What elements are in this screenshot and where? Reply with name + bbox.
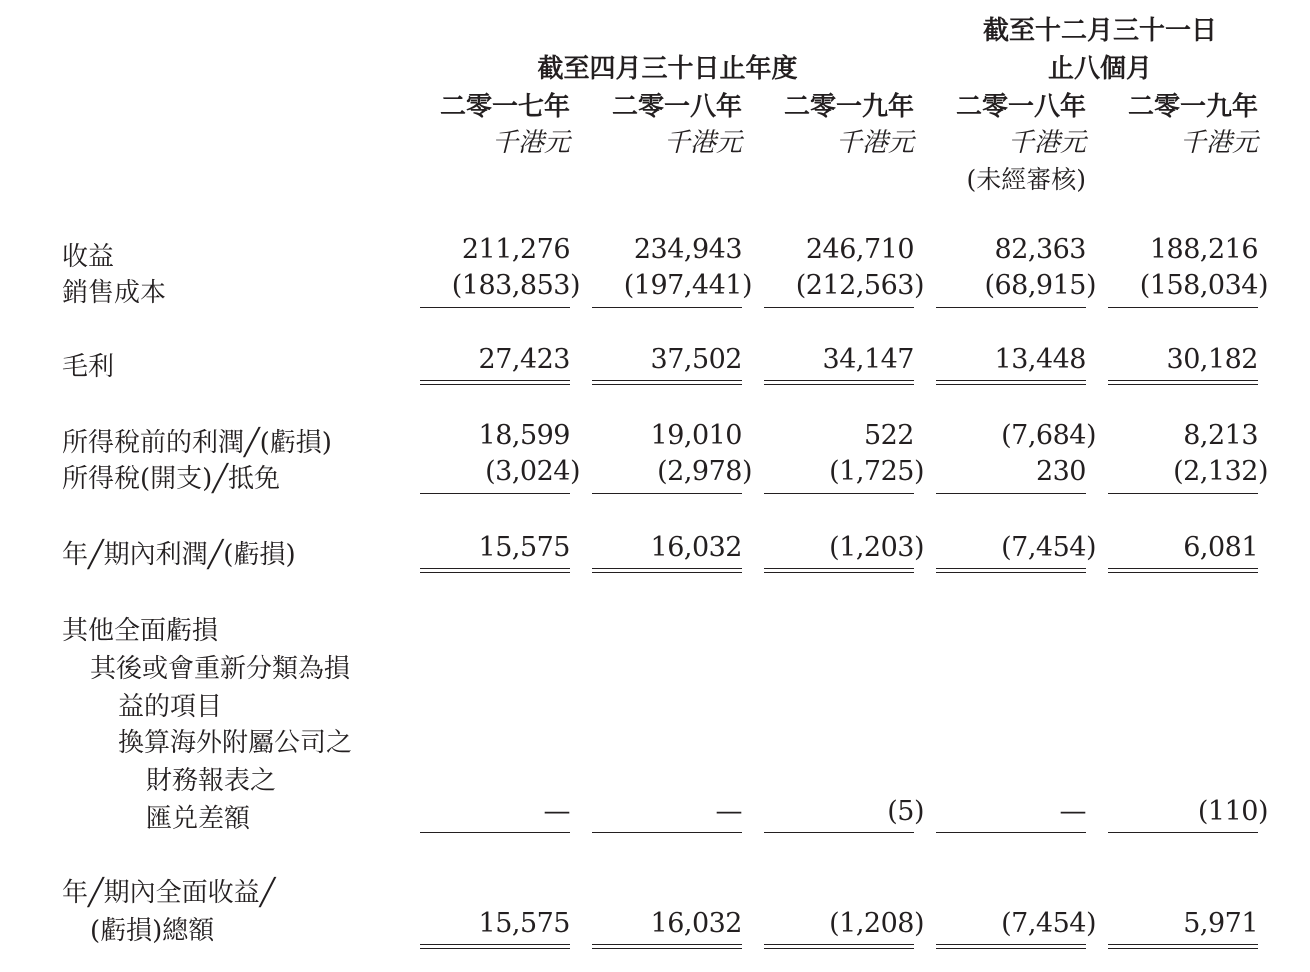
cell-pbt-col2: 19,010 <box>650 420 742 451</box>
cell-pbt-col5: 8,213 <box>1183 420 1258 451</box>
rule-single-tax-col2 <box>592 493 742 494</box>
rule-single-tax-col3 <box>764 493 914 494</box>
row-label-oci-line1: 其他全面虧損 <box>62 616 219 646</box>
rule-single-exchange-col1 <box>420 832 570 833</box>
rule-double-profit-col2 <box>592 568 742 573</box>
rule-single-cost-col5 <box>1108 307 1258 308</box>
cell-tax-col2: (2,978) <box>657 456 752 487</box>
row-label-gross-profit: 毛利 <box>62 352 115 382</box>
header-year-col3: 二零一九年 <box>783 92 914 122</box>
rule-double-total-col2 <box>592 944 742 949</box>
cell-total-col4: (7,454) <box>1001 908 1096 939</box>
rule-single-tax-col1 <box>420 493 570 494</box>
rule-double-gross-col2 <box>592 380 742 385</box>
cell-cost-col2: (197,441) <box>623 270 752 301</box>
rule-single-exchange-col2 <box>592 832 742 833</box>
cell-revenue-col3: 246,710 <box>805 234 914 265</box>
rule-single-exchange-col4 <box>936 832 1086 833</box>
rule-single-tax-col5 <box>1108 493 1258 494</box>
rule-double-profit-col1 <box>420 568 570 573</box>
rule-double-gross-col3 <box>764 380 914 385</box>
rule-double-gross-col1 <box>420 380 570 385</box>
cell-cost-col3: (212,563) <box>795 270 924 301</box>
header-unit-col5: 千港元 <box>1179 128 1258 158</box>
cell-pbt-col1: 18,599 <box>478 420 570 451</box>
header-period-group-title-line1: 截至十二月三十一日 <box>982 16 1217 46</box>
rule-single-cost-col2 <box>592 307 742 308</box>
rule-double-profit-col4 <box>936 568 1086 573</box>
row-label-profit-before-tax: 所得稅前的利潤╱(虧損) <box>62 428 332 458</box>
cell-gross-col1: 27,423 <box>478 344 570 375</box>
header-year-col5: 二零一九年 <box>1127 92 1258 122</box>
rule-single-cost-col3 <box>764 307 914 308</box>
row-label-oci-line3: 益的項目 <box>118 692 223 722</box>
cell-revenue-col5: 188,216 <box>1149 234 1258 265</box>
cell-profit-col2: 16,032 <box>650 532 742 563</box>
cell-revenue-col1: 211,276 <box>461 234 570 265</box>
cell-tax-col1: (3,024) <box>485 456 580 487</box>
cell-total-col5: 5,971 <box>1183 908 1258 939</box>
cell-cost-col5: (158,034) <box>1139 270 1268 301</box>
header-year-col1: 二零一七年 <box>439 92 570 122</box>
rule-double-total-col5 <box>1108 944 1258 949</box>
rule-double-total-col1 <box>420 944 570 949</box>
rule-single-exchange-col3 <box>764 832 914 833</box>
header-year-col4: 二零一八年 <box>955 92 1086 122</box>
row-label-oci-line4: 換算海外附屬公司之 <box>118 728 353 758</box>
cell-cost-col4: (68,915) <box>984 270 1096 301</box>
cell-gross-col2: 37,502 <box>650 344 742 375</box>
cell-total-col3: (1,208) <box>829 908 924 939</box>
row-label-oci-line2: 其後或會重新分類為損 <box>90 654 351 684</box>
cell-gross-col3: 34,147 <box>822 344 914 375</box>
cell-revenue-col2: 234,943 <box>633 234 742 265</box>
cell-exchange-col2: — <box>715 796 742 827</box>
header-year-group-title: 截至四月三十日止年度 <box>537 54 798 84</box>
rule-single-cost-col1 <box>420 307 570 308</box>
cell-pbt-col4: (7,684) <box>1001 420 1096 451</box>
row-label-oci-line5: 財務報表之 <box>146 766 277 796</box>
rule-single-tax-col4 <box>936 493 1086 494</box>
cell-gross-col4: 13,448 <box>994 344 1086 375</box>
cell-profit-col3: (1,203) <box>829 532 924 563</box>
cell-tax-col4: 230 <box>1035 456 1086 487</box>
cell-profit-col4: (7,454) <box>1001 532 1096 563</box>
cell-gross-col5: 30,182 <box>1166 344 1258 375</box>
cell-profit-col1: 15,575 <box>478 532 570 563</box>
rule-double-gross-col5 <box>1108 380 1258 385</box>
header-unit-col1: 千港元 <box>491 128 570 158</box>
rule-double-total-col4 <box>936 944 1086 949</box>
cell-exchange-col3: (5) <box>887 796 924 827</box>
header-unit-col2: 千港元 <box>663 128 742 158</box>
row-label-total-comprehensive-line1: 年╱期內全面收益╱ <box>62 878 276 908</box>
row-label-total-comprehensive-line2: (虧損)總額 <box>90 916 215 946</box>
header-unaudited-note: (未經審核) <box>966 165 1086 194</box>
cell-pbt-col3: 522 <box>863 420 914 451</box>
cell-tax-col5: (2,132) <box>1173 456 1268 487</box>
rule-double-total-col3 <box>764 944 914 949</box>
row-label-cost-of-sales: 銷售成本 <box>62 278 167 308</box>
cell-revenue-col4: 82,363 <box>994 234 1086 265</box>
cell-exchange-col1: — <box>543 796 570 827</box>
row-label-income-tax: 所得稅(開支)╱抵免 <box>62 464 280 494</box>
header-period-group-title-line2: 止八個月 <box>1047 54 1152 84</box>
cell-exchange-col4: — <box>1059 796 1086 827</box>
cell-cost-col1: (183,853) <box>451 270 580 301</box>
cell-tax-col3: (1,725) <box>829 456 924 487</box>
cell-total-col1: 15,575 <box>478 908 570 939</box>
rule-double-profit-col5 <box>1108 568 1258 573</box>
header-unit-col4: 千港元 <box>1007 128 1086 158</box>
cell-total-col2: 16,032 <box>650 908 742 939</box>
row-label-revenue: 收益 <box>62 242 115 272</box>
rule-double-profit-col3 <box>764 568 914 573</box>
cell-exchange-col5: (110) <box>1197 796 1268 827</box>
header-year-col2: 二零一八年 <box>611 92 742 122</box>
row-label-oci-line6: 匯兑差額 <box>146 804 251 834</box>
row-label-profit-for-period: 年╱期內利潤╱(虧損) <box>62 540 296 570</box>
header-unit-col3: 千港元 <box>835 128 914 158</box>
rule-double-gross-col4 <box>936 380 1086 385</box>
cell-profit-col5: 6,081 <box>1183 532 1258 563</box>
rule-single-cost-col4 <box>936 307 1086 308</box>
rule-single-exchange-col5 <box>1108 832 1258 833</box>
